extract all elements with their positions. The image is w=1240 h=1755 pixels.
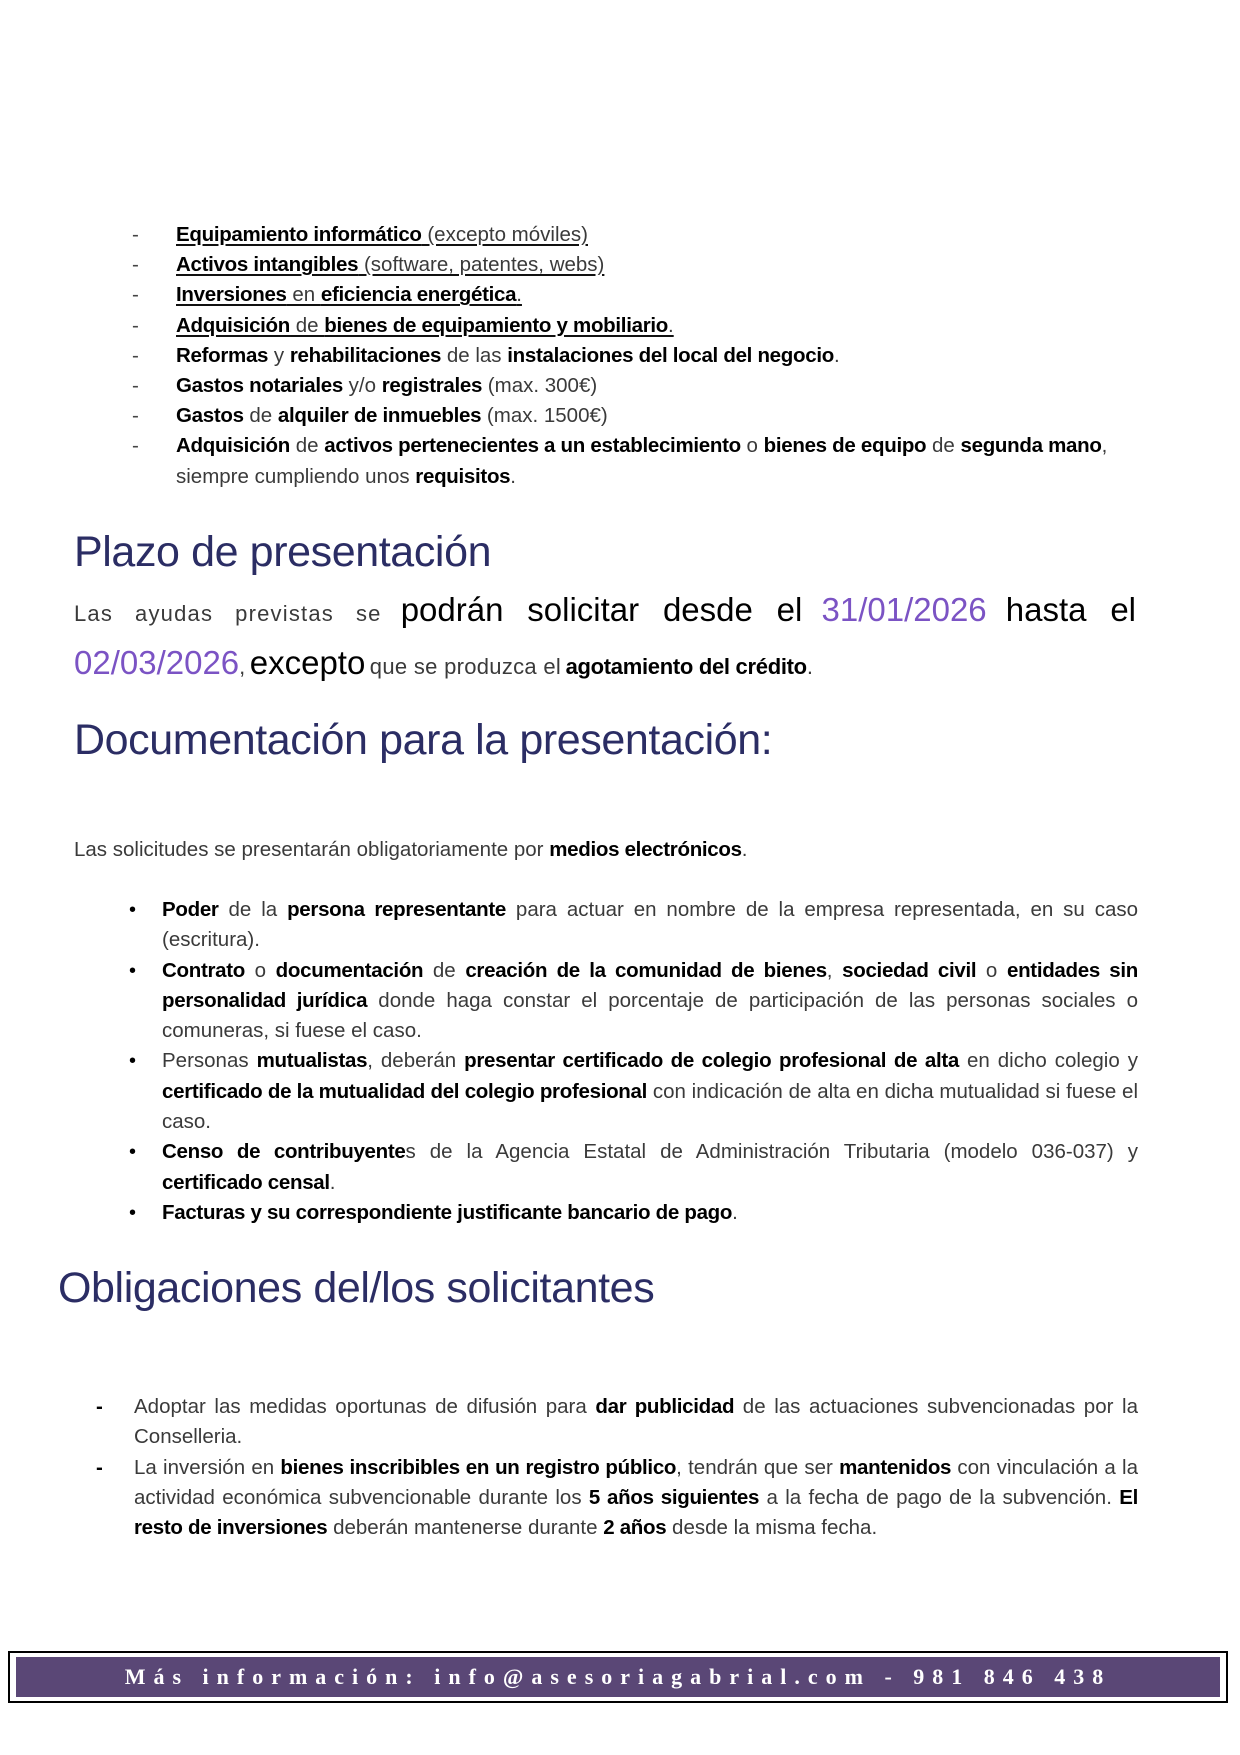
list-item: • Personas mutualistas, deberán presentar certificado de colegio profesional de alta en dicho colegio y certificado de la mutualidad del colegio profesional con indicación de alta en dicha mutualidad si fuese el caso.: [128, 1046, 1138, 1137]
list-item: - Inversiones en eficiencia energética.: [128, 280, 1138, 310]
dash-marker: -: [132, 253, 139, 277]
documentacion-intro: Las solicitudes se presentarán obligatoriamente por medios electrónicos.: [74, 838, 748, 861]
dash-marker: -: [132, 374, 139, 398]
list-item: - Reformas y rehabilitaciones de las instalaciones del local del negocio.: [128, 341, 1138, 371]
documentacion-list: [128, 895, 1138, 1228]
list-item: - La inversión en bienes inscribibles en un registro público, tendrán que ser mantenidos con vinculación a la actividad económica subvencionable durante los 5 años siguientes a la fecha de pago de la subvención. El resto de inversiones deberán mantenerse durante 2 años desde la misma fecha.: [94, 1453, 1138, 1544]
list-item: - Adoptar las medidas oportunas de difusión para dar publicidad de las actuaciones subvencionadas por la Conselleria.: [94, 1392, 1138, 1453]
bullet-marker: •: [129, 899, 137, 921]
list-item: • Censo de contribuyentes de la Agencia Estatal de Administración Tributaria (modelo 036-037) y certificado censal.: [128, 1137, 1138, 1198]
list-item: - Adquisición de activos pertenecientes a un establecimiento o bienes de equipo de segunda mano, siempre cumpliendo unos requisitos.: [128, 431, 1138, 491]
equipment-list: [128, 220, 1138, 492]
dash-marker: -: [132, 313, 139, 337]
dash-marker: -: [132, 283, 139, 307]
bullet-marker: •: [129, 1201, 137, 1224]
dash-marker: -: [96, 1455, 103, 1479]
list-item: • Contrato o documentación de creación de la comunidad de bienes, sociedad civil o entidades sin personalidad jurídica donde haga constar el porcentaje de participación de las personas sociales o comuneras, si fuese el caso.: [128, 956, 1138, 1047]
obligaciones-list: [94, 1392, 1138, 1543]
start-date: 31/01/2026: [821, 591, 987, 628]
heading-plazo: Plazo de presentación: [74, 528, 492, 576]
list-item: • Facturas y su correspondiente justificante bancario de pago.: [128, 1198, 1138, 1228]
list-item: - Activos intangibles (software, patentes, webs): [128, 250, 1138, 280]
list-item: - Adquisición de bienes de equipamiento y mobiliario.: [128, 311, 1138, 341]
dash-marker: -: [132, 404, 139, 428]
bullet-marker: •: [129, 959, 137, 982]
dash-marker: -: [132, 343, 139, 367]
plazo-paragraph: Las ayudas previstas se podrán solicitar desde el 31/01/2026 hasta el 02/03/2026, excepto que se produzca el agotamiento del crédito.: [74, 591, 1136, 681]
list-item: - Gastos de alquiler de inmuebles (max. 1500€): [128, 401, 1138, 431]
dash-marker: -: [132, 434, 139, 458]
footer-contact-info: Más información: info@asesoriagabrial.com - 981 846 438: [124, 1664, 1112, 1689]
dash-marker: -: [132, 223, 139, 246]
bullet-marker: •: [129, 1050, 137, 1073]
list-item: - Gastos notariales y/o registrales (max. 300€): [128, 371, 1138, 401]
list-item: • Poder de la persona representante para actuar en nombre de la empresa representada, en su caso (escritura).: [128, 895, 1138, 956]
list-item: - Equipamiento informático (excepto móviles): [128, 220, 1138, 250]
heading-documentacion: Documentación para la presentación:: [74, 716, 773, 764]
bullet-marker: •: [129, 1141, 137, 1164]
dash-marker: -: [96, 1395, 103, 1418]
heading-obligaciones: Obligaciones del/los solicitantes: [58, 1264, 655, 1312]
end-date: 02/03/2026: [74, 644, 240, 681]
